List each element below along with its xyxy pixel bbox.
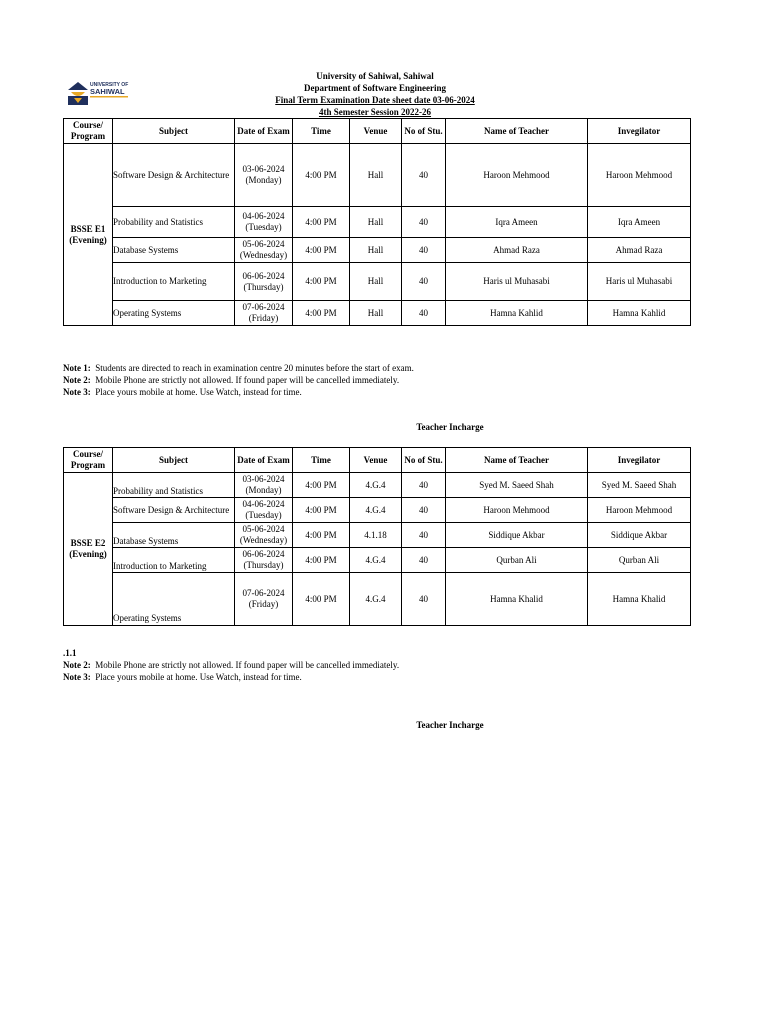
time-cell: 4:00 PM (293, 473, 350, 498)
students-cell: 40 (402, 207, 446, 238)
column-header: Course/ Program (64, 119, 113, 144)
subject-cell: Probability and Statistics (113, 207, 235, 238)
exam-date-cell: 04-06-2024 (Tuesday) (235, 207, 293, 238)
column-header: Subject (113, 119, 235, 144)
exam-date-cell: 06-06-2024 (Thursday) (235, 263, 293, 301)
note-line (63, 671, 399, 683)
teacher-cell: Haroon Mehmood (446, 144, 588, 207)
invigilator-cell: Haroon Mehmood (588, 144, 691, 207)
students-cell: 40 (402, 498, 446, 523)
note-text: Place yours mobile at home. Use Watch, instead for time. (90, 387, 302, 397)
table-row (64, 498, 691, 523)
table-row (64, 207, 691, 238)
notes-block-2 (63, 647, 399, 683)
teacher-cell: Qurban Ali (446, 548, 588, 573)
teacher-cell: Ahmad Raza (446, 238, 588, 263)
note-line (63, 659, 399, 671)
column-header: No of Stu. (402, 448, 446, 473)
note-line (63, 386, 414, 398)
subject-cell: Database Systems (113, 523, 235, 548)
invigilator-cell: Ahmad Raza (588, 238, 691, 263)
venue-cell: 4.G.4 (350, 548, 402, 573)
subject-cell: Software Design & Architecture (113, 144, 235, 207)
time-cell: 4:00 PM (293, 238, 350, 263)
svg-text:SAHIWAL: SAHIWAL (90, 87, 125, 96)
note-text: Students are directed to reach in examination centre 20 minutes before the start of exam. (90, 363, 414, 373)
students-cell: 40 (402, 473, 446, 498)
exam-date-cell: 07-06-2024 (Friday) (235, 301, 293, 326)
time-cell: 4:00 PM (293, 263, 350, 301)
session-title: 4th Semester Session 2022-26 (318, 107, 432, 117)
time-cell: 4:00 PM (293, 523, 350, 548)
exam-date-cell: 07-06-2024 (Friday) (235, 573, 293, 626)
note-label: Note 2: (63, 660, 91, 670)
exam-date-cell: 05-06-2024 (Wednesday) (235, 523, 293, 548)
venue-cell: 4.G.4 (350, 498, 402, 523)
department-name: Department of Software Engineering (303, 83, 447, 93)
teacher-cell: Syed M. Saeed Shah (446, 473, 588, 498)
invigilator-cell: Siddique Akbar (588, 523, 691, 548)
program-cell: BSSE E1 (Evening) (64, 144, 113, 326)
time-cell: 4:00 PM (293, 207, 350, 238)
venue-cell: Hall (350, 263, 402, 301)
table-row (64, 301, 691, 326)
note-text: Mobile Phone are strictly not allowed. If found paper will be cancelled immediately. (90, 660, 400, 670)
students-cell: 40 (402, 238, 446, 263)
invigilator-cell: Hamna Kahlid (588, 301, 691, 326)
table-row (64, 144, 691, 207)
time-cell: 4:00 PM (293, 573, 350, 626)
invigilator-cell: Iqra Ameen (588, 207, 691, 238)
note-line (63, 647, 399, 659)
exam-date-cell: 03-06-2024 (Monday) (235, 473, 293, 498)
invigilator-cell: Hamna Khalid (588, 573, 691, 626)
datesheet-table-e2 (63, 447, 691, 626)
teacher-cell: Iqra Ameen (446, 207, 588, 238)
time-cell: 4:00 PM (293, 498, 350, 523)
note-label: Note 3: (63, 387, 91, 397)
venue-cell: Hall (350, 144, 402, 207)
students-cell: 40 (402, 523, 446, 548)
document-header (200, 70, 550, 118)
column-header: Time (293, 448, 350, 473)
venue-cell: Hall (350, 238, 402, 263)
note-line (63, 374, 414, 386)
svg-text:UNIVERSITY OF: UNIVERSITY OF (90, 82, 129, 88)
teacher-incharge-label-2: Teacher Incharge (416, 720, 484, 730)
teacher-cell: Siddique Akbar (446, 523, 588, 548)
exam-date-cell: 04-06-2024 (Tuesday) (235, 498, 293, 523)
teacher-cell: Hamna Kahlid (446, 301, 588, 326)
table-row (64, 573, 691, 626)
column-header: Invegilator (588, 448, 691, 473)
notes-block-1 (63, 362, 414, 398)
students-cell: 40 (402, 144, 446, 207)
table-header-row (64, 448, 691, 473)
exam-date-cell: 05-06-2024 (Wednesday) (235, 238, 293, 263)
column-header: Venue (350, 448, 402, 473)
note-line (63, 362, 414, 374)
column-header: Invegilator (588, 119, 691, 144)
exam-date-cell: 03-06-2024 (Monday) (235, 144, 293, 207)
subject-cell: Operating Systems (113, 301, 235, 326)
table-row (64, 548, 691, 573)
table-row (64, 523, 691, 548)
university-logo (66, 76, 132, 106)
column-header: Date of Exam (235, 119, 293, 144)
note-label: Note 3: (63, 672, 91, 682)
invigilator-cell: Qurban Ali (588, 548, 691, 573)
students-cell: 40 (402, 548, 446, 573)
subject-cell: Introduction to Marketing (113, 263, 235, 301)
venue-cell: 4.1.18 (350, 523, 402, 548)
invigilator-cell: Haris ul Muhasabi (588, 263, 691, 301)
column-header: Venue (350, 119, 402, 144)
venue-cell: 4.G.4 (350, 573, 402, 626)
invigilator-cell: Haroon Mehmood (588, 498, 691, 523)
datesheet-table-e1 (63, 118, 691, 326)
table-header-row (64, 119, 691, 144)
note-text: Place yours mobile at home. Use Watch, instead for time. (90, 672, 302, 682)
table-row (64, 263, 691, 301)
teacher-cell: Haroon Mehmood (446, 498, 588, 523)
column-header: No of Stu. (402, 119, 446, 144)
venue-cell: 4.G.4 (350, 473, 402, 498)
datesheet-title: Final Term Examination Date sheet date 03-06-2024 (275, 95, 475, 105)
column-header: Name of Teacher (446, 448, 588, 473)
subject-cell: Introduction to Marketing (113, 548, 235, 573)
teacher-cell: Hamna Khalid (446, 573, 588, 626)
invigilator-cell: Syed M. Saeed Shah (588, 473, 691, 498)
note-text: Mobile Phone are strictly not allowed. If found paper will be cancelled immediately. (90, 375, 400, 385)
university-name: University of Sahiwal, Sahiwal (316, 71, 434, 81)
time-cell: 4:00 PM (293, 144, 350, 207)
note-label: .1.1 (63, 648, 77, 658)
column-header: Course/ Program (64, 448, 113, 473)
subject-cell: Probability and Statistics (113, 473, 235, 498)
teacher-incharge-label-1: Teacher Incharge (416, 422, 484, 432)
subject-cell: Operating Systems (113, 573, 235, 626)
time-cell: 4:00 PM (293, 548, 350, 573)
subject-cell: Database Systems (113, 238, 235, 263)
column-header: Subject (113, 448, 235, 473)
students-cell: 40 (402, 573, 446, 626)
program-cell: BSSE E2 (Evening) (64, 473, 113, 626)
note-label: Note 1: (63, 363, 91, 373)
column-header: Time (293, 119, 350, 144)
subject-cell: Software Design & Architecture (113, 498, 235, 523)
note-label: Note 2: (63, 375, 91, 385)
venue-cell: Hall (350, 301, 402, 326)
table-row (64, 238, 691, 263)
column-header: Date of Exam (235, 448, 293, 473)
time-cell: 4:00 PM (293, 301, 350, 326)
table-row (64, 473, 691, 498)
exam-date-cell: 06-06-2024 (Thursday) (235, 548, 293, 573)
column-header: Name of Teacher (446, 119, 588, 144)
students-cell: 40 (402, 301, 446, 326)
teacher-cell: Haris ul Muhasabi (446, 263, 588, 301)
venue-cell: Hall (350, 207, 402, 238)
students-cell: 40 (402, 263, 446, 301)
